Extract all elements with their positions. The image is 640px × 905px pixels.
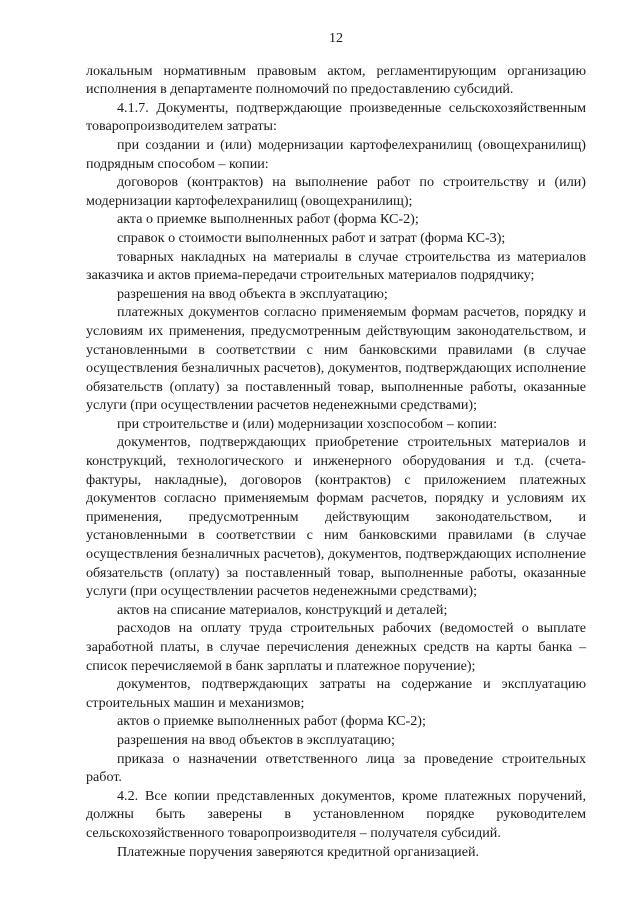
paragraph: платежных документов согласно применяемым формам расчетов, порядку и условиям их применения, предусмотренным действующим законодательством, и установленными в соответствии с ним банковскими правилами (в случае осуществления безналичных расчетов), документов, подтверждающих исполнение обязательств (оплату) за поставленный товар, выполненные работы, оказанные услуги (при осуществлении расчетов неденежными средствами); (86, 304, 586, 414)
paragraph: разрешения на ввод объектов в эксплуатацию; (117, 731, 395, 748)
paragraph: при строительстве и (или) модернизации хозспособом – копии: (117, 415, 498, 432)
paragraph: документов, подтверждающих приобретение строительных материалов и конструкций, технологического и инженерного оборудования и т.д. (счета-фактуры, накладные), договоров (контрактов) с приложением платежных документов согласно применяемым формам расчетов, порядку и условиям их применения, предусмотренным действующим законодательством, и установленными в соответствии с ним банковскими правилами (в случае осуществления безналичных расчетов), документов, подтверждающих исполнение обязательств (оплату) за поставленный товар, выполненные работы, оказанные услуги (при осуществлении расчетов неденежными средствами); (86, 434, 586, 600)
paragraph: локальным нормативным правовым актом, регламентирующим организацию исполнения в департаменте полномочий по предоставлению субсидий. (86, 62, 586, 98)
paragraph: Платежные поручения заверяются кредитной организацией. (117, 843, 480, 860)
paragraph: документов, подтверждающих затраты на содержание и эксплуатацию строительных машин и механизмов; (86, 676, 586, 711)
paragraph: товарных накладных на материалы в случае строительства из материалов заказчика и актов приема-передачи строительных материалов подрядчику; (86, 248, 586, 284)
paragraph: акта о приемке выполненных работ (форма КС-2); (117, 211, 419, 228)
paragraph: актов о приемке выполненных работ (форма КС-2); (117, 713, 426, 730)
paragraph: разрешения на ввод объекта в эксплуатацию; (117, 285, 388, 302)
paragraph: 4.2. Все копии представленных документов, кроме платежных поручений, должны быть заверены в установленном порядке руководителем сельскохозяйственного товаропроизводителя – получателя субсидий. (86, 787, 586, 841)
document-body (86, 62, 586, 862)
paragraph: справок о стоимости выполненных работ и затрат (форма КС-3); (117, 229, 506, 246)
paragraph: при создании и (или) модернизации картофелехранилищ (овощехранилищ) подрядным способом – копии: (86, 136, 586, 172)
paragraph: договоров (контрактов) на выполнение работ по строительству и (или) модернизации картофелехранилищ (овощехранилищ); (86, 174, 586, 209)
page-number: 12 (328, 30, 344, 46)
paragraph: расходов на оплату труда строительных рабочих (ведомостей о выплате заработной платы, в случае перечисления денежных средств на карты банка – список перечисляемой в банк зарплаты и платежное поручение); (86, 620, 586, 674)
paragraph: приказа о назначении ответственного лица за проведение строительных работ. (86, 750, 586, 786)
paragraph: 4.1.7. Документы, подтверждающие произведенные сельскохозяйственным товаропроизводителем затраты: (86, 99, 586, 135)
paragraph: актов на списание материалов, конструкций и деталей; (117, 601, 448, 618)
